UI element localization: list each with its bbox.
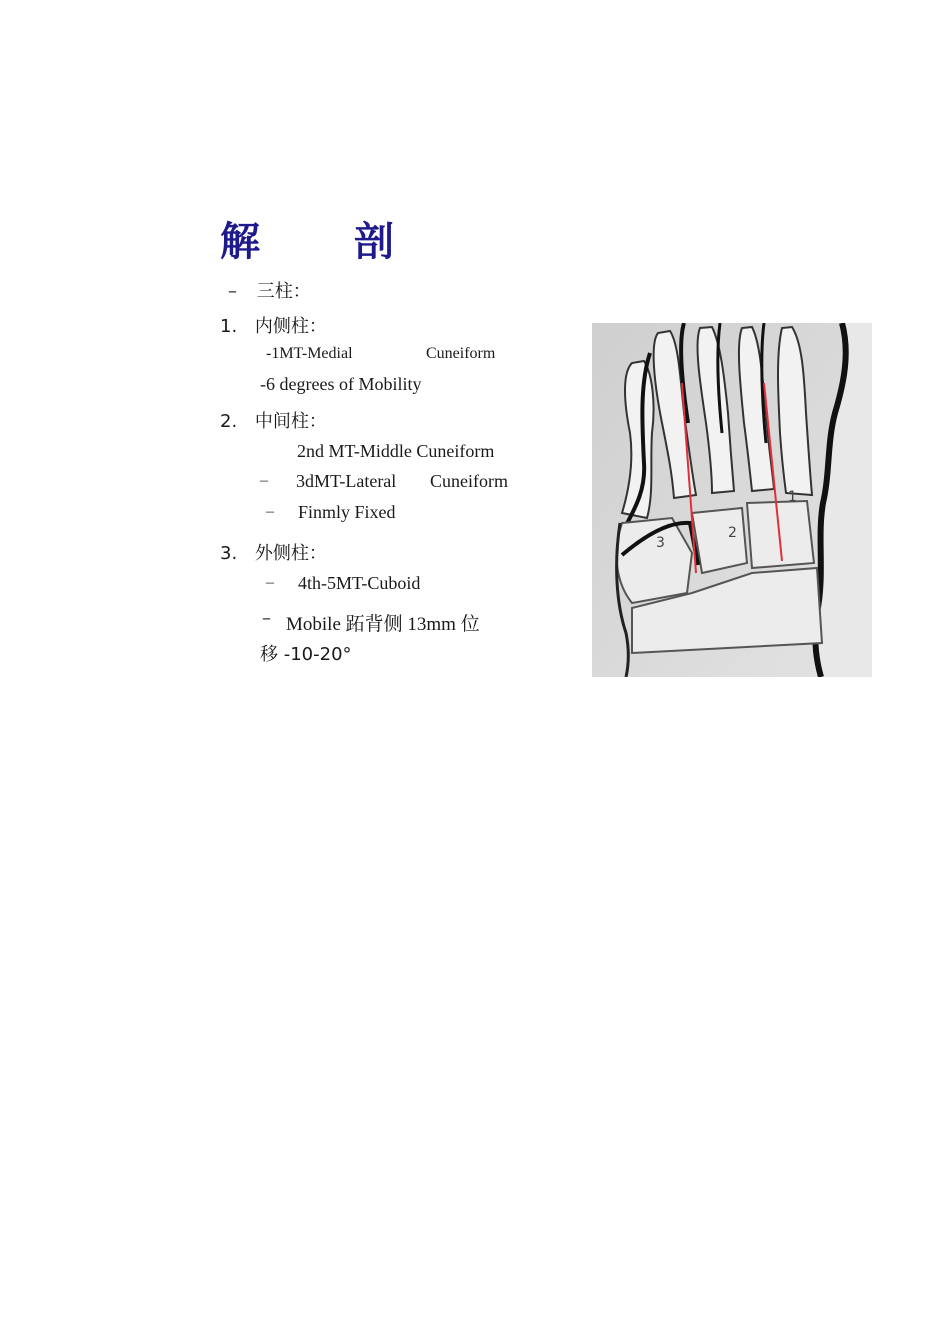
column-3-line-1: 4th-5MT-Cuboid bbox=[298, 573, 421, 593]
column-1-line-2: -6 degrees of Mobility bbox=[260, 374, 422, 394]
column-2-title: 中间柱： bbox=[254, 411, 327, 432]
foot-bone-illustration bbox=[592, 323, 872, 677]
region-label-2: 2 bbox=[728, 525, 737, 541]
column-2-line-3-dash: – bbox=[266, 503, 274, 520]
column-2-line-2-b: Cuneiform bbox=[430, 471, 508, 491]
column-3-line-2-dash: – bbox=[262, 608, 271, 629]
column-2-line-1: 2nd MT-Middle Cuneiform bbox=[297, 441, 495, 461]
column-1-line-1-b: Cuneiform bbox=[426, 345, 496, 362]
intro-dash: – bbox=[228, 281, 237, 302]
column-2-line-2-a: 3dMT-Lateral bbox=[296, 471, 397, 491]
column-2-line-3: Finmly Fixed bbox=[298, 502, 396, 522]
page-title: 解 剖 bbox=[220, 219, 434, 265]
column-2-number: 2. bbox=[220, 411, 238, 432]
intro-text: 三柱： bbox=[256, 281, 311, 302]
column-3-heading bbox=[220, 539, 327, 565]
column-2-heading bbox=[220, 407, 327, 433]
foot-bone-figure bbox=[592, 323, 872, 677]
column-2-line-2-dash: – bbox=[260, 472, 268, 489]
column-3-line-1-dash: – bbox=[266, 574, 274, 591]
column-3-title: 外侧柱： bbox=[254, 543, 327, 564]
column-3-line-2: Mobile 跖背侧 13mm 位 bbox=[286, 614, 480, 635]
intro-line bbox=[228, 277, 311, 303]
column-3-line-3: 移 -10-20° bbox=[260, 644, 352, 665]
column-1-title: 内侧柱： bbox=[254, 316, 327, 337]
column-1-number: 1. bbox=[220, 316, 238, 337]
column-1-line-1-a: -1MT-Medial bbox=[266, 345, 353, 362]
region-label-3: 3 bbox=[656, 535, 665, 551]
region-label-1: 1 bbox=[788, 489, 797, 505]
column-3-number: 3. bbox=[220, 543, 238, 564]
column-1-heading bbox=[220, 312, 327, 338]
